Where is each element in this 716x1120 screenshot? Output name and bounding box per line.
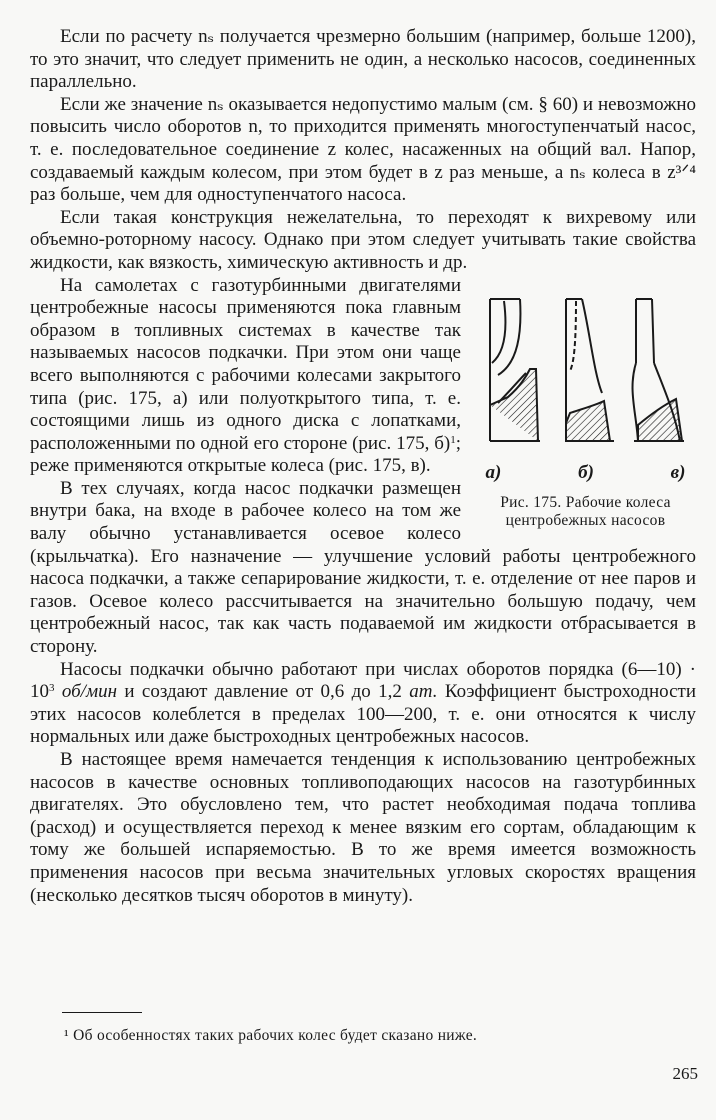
paragraph-3: Если такая конструкция нежелательна, то переходят к вихревому или объемно-роторному насосу. Однако при этом следует учитывать такие свойства жидкости, как вязкость, химическую активность и др. (30, 206, 696, 273)
paragraph-5: В тех случаях, когда насос подкачки размещен внутри бака, на входе в рабочее колесо на том же валу обычно устанавливается осевое колесо (крыльчатка). Его назначение — улучшение условий работы центробежного насоса подкачки, а также сепарирование жидкости, т. е. отделение от нее паров и газов. Осевое колесо рассчитывается на значительно большую подачу, чем центробежный насос, так как часть подаваемой им жидкости отбрасывается в сторону. (30, 477, 696, 658)
page-body (30, 26, 696, 907)
figure-label-b: б) (578, 461, 594, 483)
figure-label-c: в) (670, 461, 686, 483)
figure-label-a: а) (485, 461, 502, 483)
impeller-semi-open (566, 299, 614, 441)
paragraph-4: На самолетах с газотурбинными двигателями центробежные насосы применяются пока главным образом в топливных системах в качестве так называемых насосов подкачки. При этом они чаще всего выполняются с рабочими колесами закрытого типа (рис. 175, а) или полуоткрытого типа, т. е. состоящими лишь из одного диска с лопатками, расположенными по одной его стороне (рис. 175, б)$^1$; реже применяются открытые колеса (рис. 175, в). (30, 274, 461, 477)
impeller-drawings (478, 293, 693, 458)
figure-175 (473, 293, 698, 531)
impeller-closed (490, 299, 540, 441)
figure-caption: Рис. 175. Рабочие колеса центробежных насосов (500, 494, 671, 530)
paragraph-7: В настоящее время намечается тенденция к использованию центробежных насосов в качестве основных топливоподающих насосов на газотурбинных двигателях. Это обусловлено тем, что растет необходимая подача топлива (расход) и осуществляется переход к менее вязким его сортам, обладающим к тому же большей испаряемостью. В то же время имеется возможность применения насосов при весьма значительных угловых скоростях вращения (несколько десятков тысяч оборотов в минуту). (30, 749, 696, 906)
paragraph-2: Если же значение nₛ оказывается недопустимо малым (см. § 60) и невозможно повысить число оборотов n, то приходится применять многоступенчатый насос, т. е. последовательное соединение z колес, насаженных на общий вал. Напор, создаваемый каждым колесом, при этом будет в z раз меньше, а nₛ колеса в z³ᐟ⁴ раз больше, чем для одноступенчатого насоса. (30, 93, 696, 206)
paragraph-6: Насосы подкачки обычно работают при числах оборотов порядка (6—10) · $10^3$ об/мин и создают давление от 0,6 до 1,2 ат. Коэффициент быстроходности этих насосов колеблется в пределах 100—200, т. е. они относятся к числу нормальных или даже быстроходных центробежных насосов. (30, 658, 697, 748)
footnote: ¹ Об особенностях таких рабочих колес будет сказано ниже. (64, 1027, 478, 1044)
paragraph-1: Если по расчету nₛ получается чрезмерно большим (например, больше 1200), то это значит, что следует применить не один, а несколько насосов, соединенных параллельно. (30, 26, 696, 93)
impeller-open (633, 299, 684, 441)
page-number: 265 (672, 1064, 698, 1083)
footnote-separator (62, 1012, 142, 1013)
